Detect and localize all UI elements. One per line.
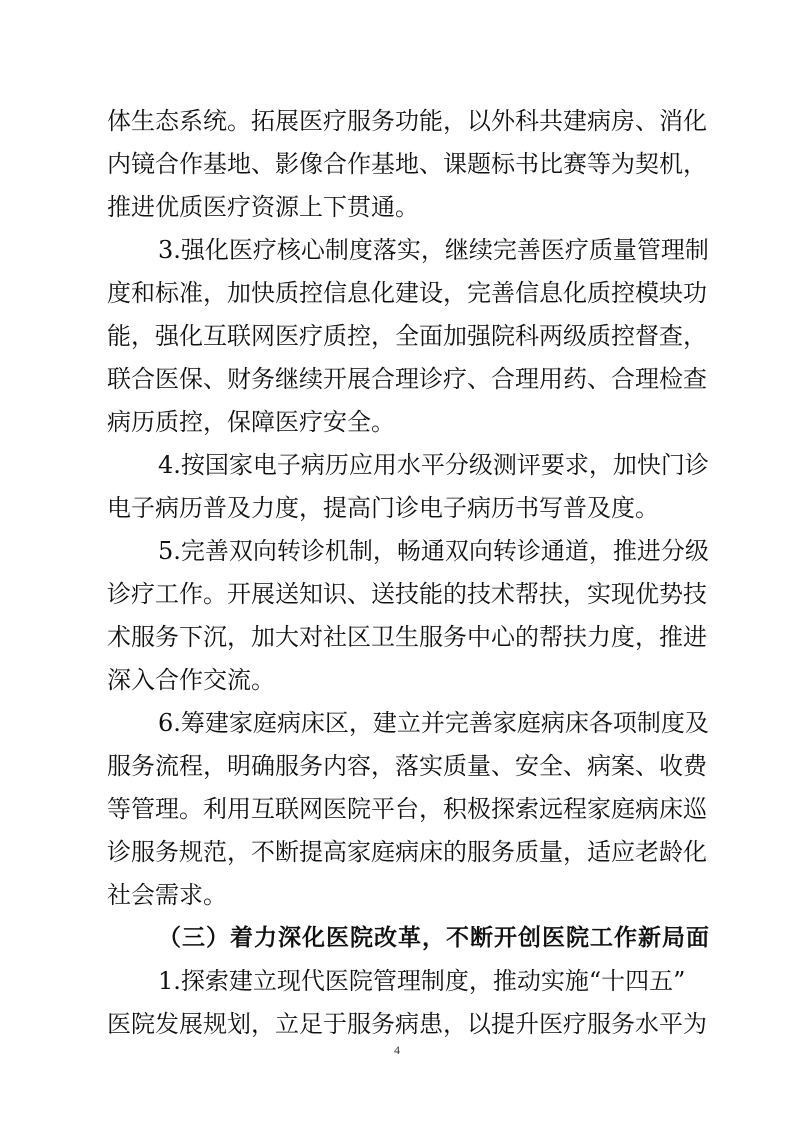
page-number: 4 [394, 1043, 400, 1057]
text-line: 深入合作交流。 [107, 666, 275, 694]
paragraph-first-line: 6.筹建家庭病床区，建立并完善家庭病床各项制度及 [158, 709, 709, 737]
text-line: 服务流程，明确服务内容，落实质量、安全、病案、收费 [107, 752, 707, 780]
text-line: 诊服务规范，不断提高家庭病床的服务质量，适应老龄化 [107, 838, 707, 866]
text-line: 病历质控，保障医疗安全。 [107, 408, 395, 436]
paragraph-first-line: 4.按国家电子病历应用水平分级测评要求，加快门诊 [158, 451, 709, 479]
text-line: 等管理。利用互联网医院平台，积极探索远程家庭病床巡 [107, 795, 707, 823]
text-line: 医院发展规划，立足于服务病患，以提升医疗服务水平为 [107, 1010, 707, 1038]
text-line: 能，强化互联网医疗质控，全面加强院科两级质控督查， [107, 322, 707, 350]
text-line: 内镜合作基地、影像合作基地、课题标书比赛等为契机， [107, 150, 707, 178]
text-line: 推进优质医疗资源上下贯通。 [107, 193, 419, 221]
section-heading: （三）着力深化医院改革，不断开创医院工作新局面 [158, 925, 710, 951]
paragraph-first-line: 5.完善双向转诊机制，畅通双向转诊通道，推进分级 [158, 537, 709, 565]
text-line: 诊疗工作。开展送知识、送技能的技术帮扶，实现优势技 [107, 580, 707, 608]
text-line: 联合医保、财务继续开展合理诊疗、合理用药、合理检查 [107, 365, 707, 393]
text-line: 电子病历普及力度，提高门诊电子病历书写普及度。 [107, 494, 659, 522]
paragraph-first-line: 1.探索建立现代医院管理制度，推动实施“十四五” [158, 967, 686, 995]
text-line: 社会需求。 [107, 881, 227, 909]
text-line: 体生态系统。拓展医疗服务功能，以外科共建病房、消化 [107, 107, 707, 135]
text-line: 术服务下沉，加大对社区卫生服务中心的帮扶力度，推进 [107, 623, 707, 651]
text-line: 度和标准，加快质控信息化建设，完善信息化质控模块功 [107, 279, 707, 307]
paragraph-first-line: 3.强化医疗核心制度落实，继续完善医疗质量管理制 [158, 236, 709, 264]
